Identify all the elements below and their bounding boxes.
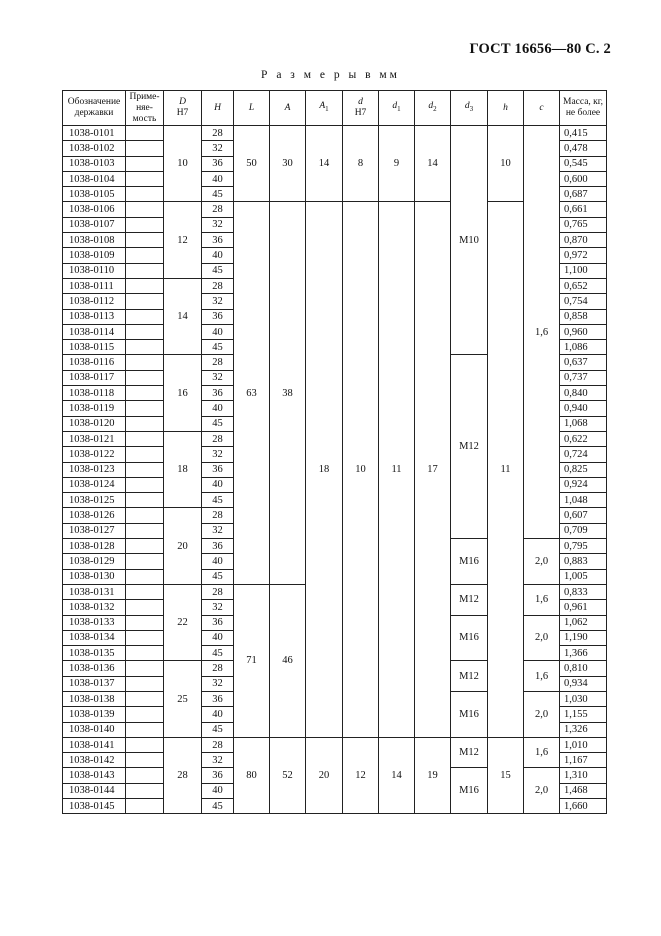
designation-cell: 1038-0126	[63, 508, 126, 523]
designation-cell: 1038-0131	[63, 584, 126, 599]
d3-cell: M12	[451, 355, 488, 539]
mass-cell: 0,661	[560, 202, 607, 217]
header-D: D Н7	[164, 91, 202, 126]
designation-cell: 1038-0123	[63, 462, 126, 477]
designation-cell: 1038-0127	[63, 523, 126, 538]
mass-cell: 0,724	[560, 447, 607, 462]
H-cell: 32	[202, 294, 234, 309]
c-cell: 2,0	[524, 691, 560, 737]
header-mass: Масса, кг, не более	[560, 91, 607, 126]
mass-cell: 0,754	[560, 294, 607, 309]
mass-cell: 0,833	[560, 584, 607, 599]
mass-cell: 0,478	[560, 141, 607, 156]
note-cell	[126, 141, 164, 156]
d3-cell: M16	[451, 539, 488, 585]
note-cell	[126, 248, 164, 263]
table-row	[63, 126, 607, 141]
D-cell: 25	[164, 661, 202, 737]
mass-cell: 0,840	[560, 386, 607, 401]
d-cell: 12	[343, 737, 379, 813]
H-cell: 45	[202, 340, 234, 355]
A-cell: 52	[270, 737, 306, 813]
H-cell: 28	[202, 584, 234, 599]
H-cell: 45	[202, 646, 234, 661]
mass-cell: 1,086	[560, 340, 607, 355]
d3-cell: M12	[451, 737, 488, 768]
D-cell: 16	[164, 355, 202, 431]
designation-cell: 1038-0120	[63, 416, 126, 431]
note-cell	[126, 386, 164, 401]
H-cell: 40	[202, 707, 234, 722]
header-d1: $d_1$	[379, 91, 415, 126]
designation-cell: 1038-0114	[63, 324, 126, 339]
H-cell: 32	[202, 523, 234, 538]
mass-cell: 1,310	[560, 768, 607, 783]
mass-cell: 1,326	[560, 722, 607, 737]
note-cell	[126, 447, 164, 462]
page-header: ГОСТ 16656—80 С. 2	[469, 41, 611, 57]
designation-cell: 1038-0134	[63, 630, 126, 645]
note-cell	[126, 799, 164, 814]
note-cell	[126, 202, 164, 217]
D-cell: 20	[164, 508, 202, 584]
d3-cell: M12	[451, 661, 488, 692]
d3-cell: M16	[451, 615, 488, 661]
header-A: A	[270, 91, 306, 126]
L-cell: 80	[234, 737, 270, 813]
mass-cell: 0,600	[560, 171, 607, 186]
note-cell	[126, 171, 164, 186]
H-cell: 36	[202, 539, 234, 554]
note-cell	[126, 370, 164, 385]
H-cell: 32	[202, 217, 234, 232]
mass-cell: 0,870	[560, 233, 607, 248]
note-cell	[126, 691, 164, 706]
d2-cell: 17	[415, 202, 451, 737]
H-cell: 36	[202, 691, 234, 706]
designation-cell: 1038-0106	[63, 202, 126, 217]
d1-cell: 14	[379, 737, 415, 813]
H-cell: 40	[202, 554, 234, 569]
designation-cell: 1038-0113	[63, 309, 126, 324]
H-cell: 36	[202, 615, 234, 630]
designation-cell: 1038-0136	[63, 661, 126, 676]
header-d: d Н7	[343, 91, 379, 126]
d2-cell: 14	[415, 126, 451, 202]
H-cell: 45	[202, 187, 234, 202]
A1-cell: 20	[306, 737, 343, 813]
H-cell: 28	[202, 126, 234, 141]
mass-cell: 1,005	[560, 569, 607, 584]
note-cell	[126, 217, 164, 232]
D-cell: 22	[164, 584, 202, 660]
H-cell: 28	[202, 355, 234, 370]
designation-cell: 1038-0108	[63, 233, 126, 248]
designation-cell: 1038-0109	[63, 248, 126, 263]
mass-cell: 0,858	[560, 309, 607, 324]
H-cell: 45	[202, 263, 234, 278]
D-cell: 28	[164, 737, 202, 813]
c-cell: 2,0	[524, 615, 560, 661]
H-cell: 36	[202, 233, 234, 248]
note-cell	[126, 416, 164, 431]
mass-cell: 1,030	[560, 691, 607, 706]
designation-cell: 1038-0142	[63, 753, 126, 768]
H-cell: 40	[202, 630, 234, 645]
designation-cell: 1038-0103	[63, 156, 126, 171]
mass-cell: 0,961	[560, 600, 607, 615]
note-cell	[126, 309, 164, 324]
H-cell: 40	[202, 477, 234, 492]
mass-cell: 0,415	[560, 126, 607, 141]
designation-cell: 1038-0132	[63, 600, 126, 615]
d3-cell: M12	[451, 584, 488, 615]
H-cell: 28	[202, 661, 234, 676]
designation-cell: 1038-0121	[63, 431, 126, 446]
d3-cell: M16	[451, 691, 488, 737]
note-cell	[126, 187, 164, 202]
designation-cell: 1038-0117	[63, 370, 126, 385]
designation-cell: 1038-0102	[63, 141, 126, 156]
designation-cell: 1038-0133	[63, 615, 126, 630]
note-cell	[126, 661, 164, 676]
L-cell: 63	[234, 202, 270, 584]
d3-cell: M10	[451, 126, 488, 355]
mass-cell: 1,366	[560, 646, 607, 661]
note-cell	[126, 324, 164, 339]
note-cell	[126, 737, 164, 752]
designation-cell: 1038-0141	[63, 737, 126, 752]
mass-cell: 0,825	[560, 462, 607, 477]
note-cell	[126, 477, 164, 492]
mass-cell: 1,068	[560, 416, 607, 431]
note-cell	[126, 523, 164, 538]
mass-cell: 1,062	[560, 615, 607, 630]
c-cell: 1,6	[524, 737, 560, 768]
note-cell	[126, 539, 164, 554]
table-header-row	[63, 91, 607, 126]
A-cell: 46	[270, 584, 306, 737]
header-H: H	[202, 91, 234, 126]
c-cell: 1,6	[524, 584, 560, 615]
H-cell: 28	[202, 278, 234, 293]
designation-cell: 1038-0115	[63, 340, 126, 355]
H-cell: 32	[202, 600, 234, 615]
note-cell	[126, 722, 164, 737]
note-cell	[126, 676, 164, 691]
note-cell	[126, 493, 164, 508]
h-cell: 10	[488, 126, 524, 202]
H-cell: 36	[202, 768, 234, 783]
note-cell	[126, 355, 164, 370]
H-cell: 45	[202, 416, 234, 431]
mass-cell: 1,155	[560, 707, 607, 722]
designation-cell: 1038-0118	[63, 386, 126, 401]
dimensions-table	[62, 90, 607, 814]
designation-cell: 1038-0107	[63, 217, 126, 232]
designation-cell: 1038-0112	[63, 294, 126, 309]
mass-cell: 0,924	[560, 477, 607, 492]
H-cell: 36	[202, 156, 234, 171]
designation-cell: 1038-0125	[63, 493, 126, 508]
note-cell	[126, 783, 164, 798]
mass-cell: 0,810	[560, 661, 607, 676]
d2-cell: 19	[415, 737, 451, 813]
d1-cell: 11	[379, 202, 415, 737]
designation-cell: 1038-0130	[63, 569, 126, 584]
D-cell: 12	[164, 202, 202, 278]
header-d2: $d_2$	[415, 91, 451, 126]
note-cell	[126, 615, 164, 630]
table-body	[63, 126, 607, 814]
H-cell: 32	[202, 447, 234, 462]
A-cell: 38	[270, 202, 306, 584]
designation-cell: 1038-0128	[63, 539, 126, 554]
H-cell: 40	[202, 324, 234, 339]
mass-cell: 0,795	[560, 539, 607, 554]
mass-cell: 1,010	[560, 737, 607, 752]
note-cell	[126, 294, 164, 309]
mass-cell: 1,190	[560, 630, 607, 645]
D-cell: 10	[164, 126, 202, 202]
note-cell	[126, 768, 164, 783]
mass-cell: 0,709	[560, 523, 607, 538]
mass-cell: 0,883	[560, 554, 607, 569]
note-cell	[126, 707, 164, 722]
designation-cell: 1038-0110	[63, 263, 126, 278]
mass-cell: 0,622	[560, 431, 607, 446]
note-cell	[126, 630, 164, 645]
note-cell	[126, 263, 164, 278]
L-cell: 50	[234, 126, 270, 202]
D-cell: 14	[164, 278, 202, 354]
c-cell: 2,0	[524, 539, 560, 585]
table-caption: Р а з м е р ы в мм	[261, 69, 400, 81]
designation-cell: 1038-0139	[63, 707, 126, 722]
note-cell	[126, 401, 164, 416]
d1-cell: 9	[379, 126, 415, 202]
c-cell: 1,6	[524, 661, 560, 692]
note-cell	[126, 278, 164, 293]
mass-cell: 1,167	[560, 753, 607, 768]
header-c: c	[524, 91, 560, 126]
designation-cell: 1038-0140	[63, 722, 126, 737]
note-cell	[126, 508, 164, 523]
h-cell: 15	[488, 737, 524, 813]
c-cell: 2,0	[524, 768, 560, 814]
designation-cell: 1038-0105	[63, 187, 126, 202]
mass-cell: 1,468	[560, 783, 607, 798]
H-cell: 36	[202, 386, 234, 401]
H-cell: 32	[202, 141, 234, 156]
c-cell: 1,6	[524, 126, 560, 539]
mass-cell: 0,940	[560, 401, 607, 416]
H-cell: 40	[202, 171, 234, 186]
H-cell: 45	[202, 722, 234, 737]
designation-cell: 1038-0138	[63, 691, 126, 706]
mass-cell: 1,660	[560, 799, 607, 814]
designation-cell: 1038-0116	[63, 355, 126, 370]
note-cell	[126, 554, 164, 569]
note-cell	[126, 646, 164, 661]
H-cell: 40	[202, 248, 234, 263]
header-note: Приме-няе-мость	[126, 91, 164, 126]
header-designation: Обозначение державки	[63, 91, 126, 126]
note-cell	[126, 340, 164, 355]
H-cell: 28	[202, 431, 234, 446]
note-cell	[126, 584, 164, 599]
designation-cell: 1038-0104	[63, 171, 126, 186]
mass-cell: 0,652	[560, 278, 607, 293]
note-cell	[126, 126, 164, 141]
d3-cell: M16	[451, 768, 488, 814]
mass-cell: 0,934	[560, 676, 607, 691]
H-cell: 40	[202, 401, 234, 416]
h-cell: 11	[488, 202, 524, 737]
note-cell	[126, 569, 164, 584]
designation-cell: 1038-0143	[63, 768, 126, 783]
L-cell: 71	[234, 584, 270, 737]
H-cell: 45	[202, 799, 234, 814]
d-cell: 8	[343, 126, 379, 202]
A1-cell: 14	[306, 126, 343, 202]
mass-cell: 0,737	[560, 370, 607, 385]
designation-cell: 1038-0124	[63, 477, 126, 492]
note-cell	[126, 753, 164, 768]
H-cell: 28	[202, 202, 234, 217]
note-cell	[126, 233, 164, 248]
mass-cell: 0,637	[560, 355, 607, 370]
note-cell	[126, 600, 164, 615]
table-row	[63, 737, 607, 752]
designation-cell: 1038-0129	[63, 554, 126, 569]
header-d3: $d_3$	[451, 91, 488, 126]
mass-cell: 0,687	[560, 187, 607, 202]
header-A1: $A_1$	[306, 91, 343, 126]
designation-cell: 1038-0135	[63, 646, 126, 661]
H-cell: 36	[202, 462, 234, 477]
header-L: L	[234, 91, 270, 126]
designation-cell: 1038-0145	[63, 799, 126, 814]
designation-cell: 1038-0119	[63, 401, 126, 416]
designation-cell: 1038-0122	[63, 447, 126, 462]
note-cell	[126, 156, 164, 171]
mass-cell: 1,048	[560, 493, 607, 508]
mass-cell: 1,100	[560, 263, 607, 278]
header-h: h	[488, 91, 524, 126]
H-cell: 32	[202, 676, 234, 691]
H-cell: 32	[202, 370, 234, 385]
designation-cell: 1038-0111	[63, 278, 126, 293]
designation-cell: 1038-0137	[63, 676, 126, 691]
mass-cell: 0,972	[560, 248, 607, 263]
H-cell: 28	[202, 737, 234, 752]
d-cell: 10	[343, 202, 379, 737]
H-cell: 36	[202, 309, 234, 324]
D-cell: 18	[164, 431, 202, 507]
H-cell: 32	[202, 753, 234, 768]
note-cell	[126, 462, 164, 477]
mass-cell: 0,960	[560, 324, 607, 339]
designation-cell: 1038-0144	[63, 783, 126, 798]
A-cell: 30	[270, 126, 306, 202]
note-cell	[126, 431, 164, 446]
A1-cell: 18	[306, 202, 343, 737]
designation-cell: 1038-0101	[63, 126, 126, 141]
H-cell: 40	[202, 783, 234, 798]
H-cell: 45	[202, 569, 234, 584]
mass-cell: 0,545	[560, 156, 607, 171]
H-cell: 45	[202, 493, 234, 508]
mass-cell: 0,765	[560, 217, 607, 232]
mass-cell: 0,607	[560, 508, 607, 523]
H-cell: 28	[202, 508, 234, 523]
